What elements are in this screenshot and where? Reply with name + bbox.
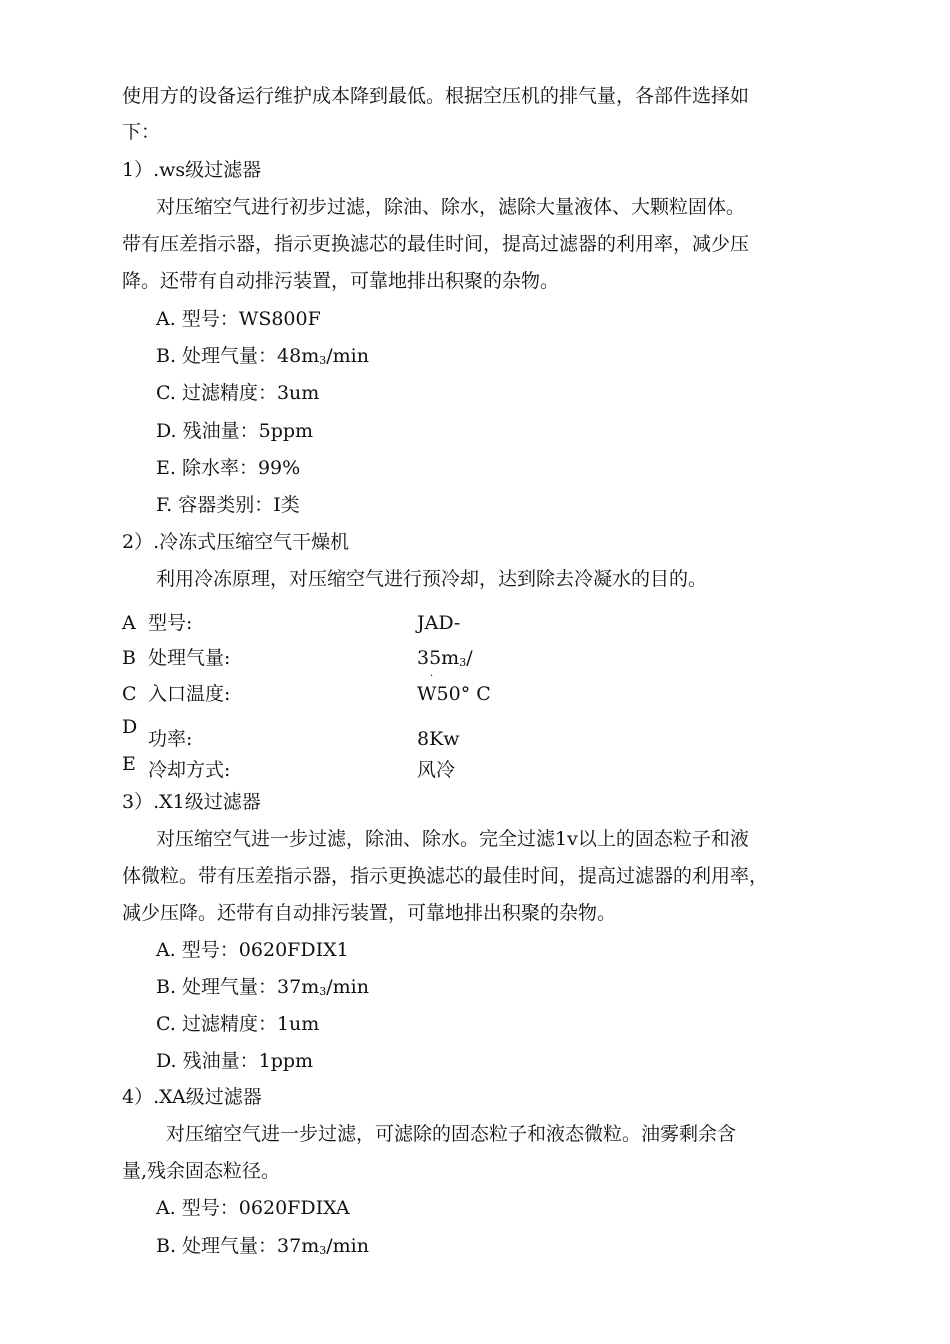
section-heading-xa: 4）.XA级过滤器 (122, 1086, 262, 1108)
spec-item: D. 残油量：5ppm (156, 420, 314, 442)
table-row-letter: B (122, 647, 136, 669)
continuation-mark: · (430, 671, 434, 682)
text-line: 量,残余固态粒径。 (122, 1160, 281, 1182)
text-line: 对压缩空气进行初步过滤，除油、除水，滤除大量液体、大颗粒固体。 (156, 196, 746, 218)
section-heading-x1: 3）.X1级过滤器 (122, 791, 261, 813)
table-row-label: 型号: (148, 612, 193, 634)
spec-item: F. 容器类别：I类 (156, 494, 300, 516)
table-row-label: 入口温度: (148, 683, 231, 705)
table-row-letter: C (122, 683, 137, 705)
text-line: 降。还带有自动排污装置，可靠地排出积聚的杂物。 (122, 270, 560, 292)
text-line: 减少压降。还带有自动排污装置，可靠地排出积聚的杂物。 (122, 902, 617, 924)
text-line: 体微粒。带有压差指示器，指示更换滤芯的最佳时间，提高过滤器的利用率， (122, 865, 769, 887)
spec-item: A. 型号：0620FDIXA (156, 1197, 350, 1219)
table-row-letter: E (122, 753, 136, 775)
spec-item: B. 处理气量：48m3/min (156, 345, 369, 367)
text-line: 对压缩空气进一步过滤，可滤除的固态粒子和液态微粒。油雾剩余含 (166, 1123, 737, 1145)
text-line: 使用方的设备运行维护成本降到最低。根据空压机的排气量，各部件选择如 (122, 85, 750, 107)
text-line: 对压缩空气进一步过滤，除油、除水。完全过滤1v以上的固态粒子和液 (156, 828, 749, 850)
text-line: 带有压差指示器，指示更换滤芯的最佳时间，提高过滤器的利用率，减少压 (122, 233, 750, 255)
table-row-value: W50° C (417, 683, 491, 705)
spec-item: A. 型号：0620FDIX1 (156, 939, 349, 961)
text-line: 利用冷冻原理，对压缩空气进行预冷却，达到除去冷凝水的目的。 (156, 568, 708, 590)
spec-item: B. 处理气量：37m3/min (156, 1235, 369, 1257)
table-row-value: 35m3/ (417, 647, 473, 669)
table-row-letter: D (122, 716, 138, 738)
spec-item: A. 型号：WS800F (156, 308, 321, 330)
spec-item: E. 除水率：99% (156, 457, 301, 479)
table-row-label: 冷却方式: (148, 759, 231, 781)
table-row-value: 风冷 (417, 759, 456, 781)
table-row-value: JAD- (417, 612, 461, 634)
spec-item: D. 残油量：1ppm (156, 1050, 314, 1072)
spec-item: C. 过滤精度：3um (156, 382, 320, 404)
text-line: 下： (122, 121, 161, 143)
table-row-letter: A (122, 612, 136, 634)
table-row-label: 处理气量: (148, 647, 231, 669)
section-heading-ws: 1）.ws级过滤器 (122, 159, 262, 181)
spec-item: B. 处理气量：37m3/min (156, 976, 369, 998)
table-row-label: 功率: (148, 728, 193, 750)
table-row-value: 8Kw (417, 728, 460, 750)
section-heading-dryer: 2）.冷冻式压缩空气干燥机 (122, 531, 350, 553)
spec-item: C. 过滤精度：1um (156, 1013, 320, 1035)
